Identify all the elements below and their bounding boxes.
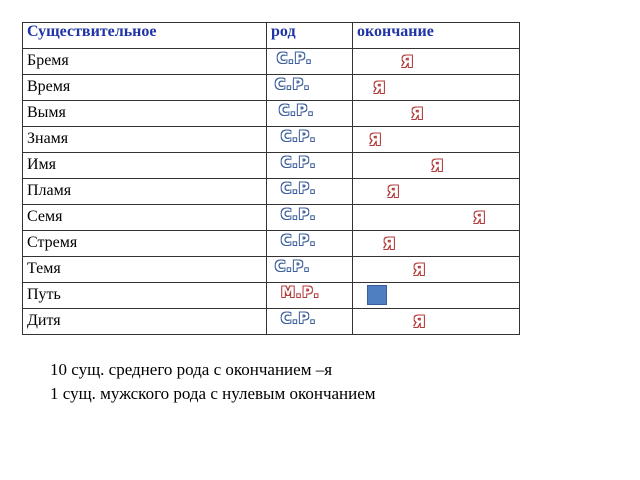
- gender-label-neuter: С.Р.: [279, 103, 315, 119]
- table-row: [23, 49, 520, 75]
- ending-letter: Я: [373, 78, 386, 97]
- gender-cell: [267, 283, 353, 309]
- header-ending: окончание: [353, 23, 520, 49]
- summary-line-neuter: 10 сущ. среднего рода с окончанием –я: [50, 360, 333, 379]
- gender-cell: [267, 75, 353, 101]
- ending-letter: Я: [411, 104, 424, 123]
- noun-cell: Темя: [23, 257, 267, 283]
- ending-letter: Я: [369, 130, 382, 149]
- table-row: [23, 179, 520, 205]
- gender-label-neuter: С.Р.: [281, 129, 317, 145]
- noun-cell: Имя: [23, 153, 267, 179]
- ending-letter: Я: [401, 52, 414, 71]
- gender-label-neuter: С.Р.: [275, 77, 311, 93]
- table-body: [23, 49, 520, 335]
- gender-cell: [267, 257, 353, 283]
- table-row: [23, 231, 520, 257]
- header-gender: род: [267, 23, 353, 49]
- gender-cell: [267, 49, 353, 75]
- gender-label-masculine: М.Р.: [281, 285, 320, 301]
- ending-cell: [353, 153, 520, 179]
- gender-label-neuter: С.Р.: [275, 259, 311, 275]
- ending-cell: [353, 309, 520, 335]
- gender-label-neuter: С.Р.: [277, 51, 313, 67]
- summary: [50, 358, 376, 406]
- noun-cell: Бремя: [23, 49, 267, 75]
- header-noun: Существительное: [23, 23, 267, 49]
- table-row: [23, 257, 520, 283]
- gender-label-neuter: С.Р.: [281, 311, 317, 327]
- table-row: [23, 205, 520, 231]
- gender-cell: [267, 153, 353, 179]
- noun-cell: Пламя: [23, 179, 267, 205]
- table-row: [23, 101, 520, 127]
- noun-cell: Знамя: [23, 127, 267, 153]
- gender-label-neuter: С.Р.: [281, 207, 317, 223]
- ending-letter: Я: [473, 208, 486, 227]
- ending-cell: [353, 205, 520, 231]
- gender-cell: [267, 127, 353, 153]
- ending-cell: [353, 179, 520, 205]
- gender-label-neuter: С.Р.: [281, 155, 317, 171]
- ending-letter: Я: [383, 234, 396, 253]
- gender-cell: [267, 205, 353, 231]
- noun-cell: Вымя: [23, 101, 267, 127]
- gender-cell: [267, 179, 353, 205]
- gender-cell: [267, 231, 353, 257]
- ending-cell: [353, 257, 520, 283]
- ending-cell: [353, 101, 520, 127]
- gender-label-neuter: С.Р.: [281, 233, 317, 249]
- gender-cell: [267, 309, 353, 335]
- ending-letter: Я: [413, 260, 426, 279]
- noun-cell: Дитя: [23, 309, 267, 335]
- noun-gender-table: [22, 22, 520, 335]
- table-row: [23, 153, 520, 179]
- gender-label-neuter: С.Р.: [281, 181, 317, 197]
- ending-letter: Я: [413, 312, 426, 331]
- gender-cell: [267, 101, 353, 127]
- noun-cell: Семя: [23, 205, 267, 231]
- ending-letter: Я: [387, 182, 400, 201]
- zero-ending-square: [367, 285, 387, 305]
- noun-cell: Время: [23, 75, 267, 101]
- table-row: [23, 309, 520, 335]
- ending-cell: [353, 127, 520, 153]
- table-row: [23, 127, 520, 153]
- noun-cell: Стремя: [23, 231, 267, 257]
- summary-line-masculine: 1 сущ. мужского рода с нулевым окончанием: [50, 384, 376, 403]
- table-row: [23, 283, 520, 309]
- table-row: [23, 75, 520, 101]
- noun-cell: Путь: [23, 283, 267, 309]
- ending-cell: [353, 49, 520, 75]
- ending-letter: Я: [431, 156, 444, 175]
- table-header-row: [23, 23, 520, 49]
- ending-cell: [353, 75, 520, 101]
- ending-cell: [353, 231, 520, 257]
- ending-cell: [353, 283, 520, 309]
